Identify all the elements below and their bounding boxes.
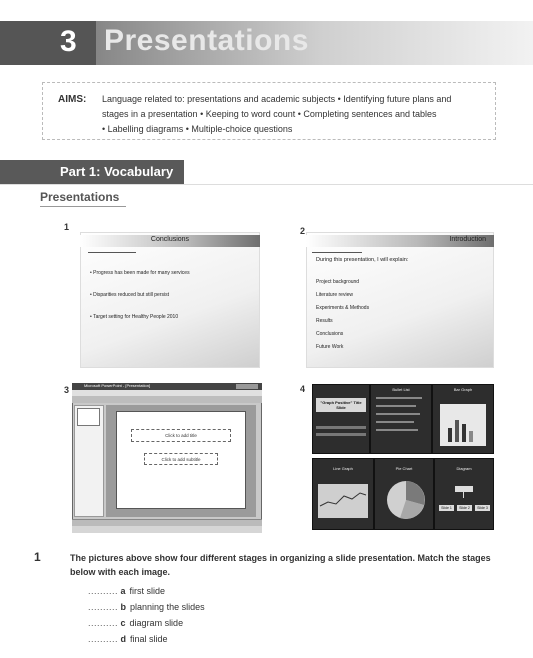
diagram-box: Slide 3 — [475, 505, 490, 511]
graph-bar — [462, 424, 466, 442]
mini-slide-label: Bar Graph — [453, 387, 473, 392]
mini-slide-label: Pie Chart — [395, 466, 413, 471]
chapter-number: 3 — [60, 25, 77, 58]
slide-bullet: • Disparities reduced but still persist — [90, 292, 170, 298]
diagram-box: Slide 1 — [439, 505, 454, 511]
slide-thumbnail — [77, 408, 100, 426]
slide-title: Introduction — [449, 236, 486, 243]
answer-blank: .......... — [88, 586, 119, 596]
slide-intro: During this presentation, I will explain: — [316, 257, 409, 263]
option-b: .......... b planning the slides — [88, 602, 205, 612]
window-controls — [236, 384, 258, 389]
mini-slide-title — [312, 384, 370, 454]
aims-label: AIMS: — [58, 94, 87, 105]
aims-line: • Labelling diagrams • Multiple-choice questions — [102, 124, 293, 134]
option-d: .......... d final slide — [88, 634, 168, 644]
option-c: .......... c diagram slide — [88, 618, 184, 628]
mini-text-line — [376, 429, 418, 431]
question-text: The pictures above show four different stages in organizing a slide presentation. Match the stages below with each image. — [70, 553, 491, 577]
graph-bar — [448, 428, 452, 442]
mini-text-line — [316, 426, 366, 429]
chapter-number-box — [0, 21, 96, 65]
slide-item: Future Work — [316, 344, 344, 350]
mini-text-line — [316, 433, 366, 436]
slide-bullet: • Target setting for Healthy People 2010 — [90, 314, 179, 320]
mini-slide-label: "Graph Positive" Title Slide — [320, 400, 362, 410]
window-title: Microsoft PowerPoint - [Presentation] — [84, 383, 151, 388]
answer-blank: .......... — [88, 634, 119, 644]
diagram-connector — [463, 492, 464, 498]
slide-title: Conclusions — [150, 236, 190, 243]
mini-slide-label: Bullet List — [392, 387, 410, 392]
slide-bullet: • Progress has been made for many services — [90, 270, 190, 276]
answer-blank: .......... — [88, 618, 119, 628]
picture-number-2: 2 — [300, 226, 306, 236]
toolbar — [72, 396, 262, 403]
section-title: Presentations — [40, 190, 120, 204]
slide-item: Results — [316, 318, 333, 324]
title-placeholder: Click to add title — [131, 429, 231, 442]
slide-rule — [312, 252, 362, 253]
slide-rule — [88, 252, 136, 253]
mini-text-line — [376, 413, 420, 415]
mini-slide-label: Line Graph — [333, 466, 353, 471]
mini-slide-label: Diagram — [456, 466, 472, 471]
graph-bar — [469, 431, 473, 442]
picture-number-4: 4 — [300, 384, 306, 394]
slide-item: Conclusions — [316, 331, 344, 337]
divider — [0, 184, 533, 185]
graph-bar — [455, 420, 459, 442]
diagram-top-box — [455, 486, 473, 492]
drawing-toolbar — [72, 526, 262, 533]
section-underline — [40, 206, 126, 207]
slide-item: Project background — [316, 279, 360, 285]
mini-text-line — [376, 397, 422, 399]
mini-text-line — [376, 405, 416, 407]
aims-line: stages in a presentation • Keeping to word count • Completing sentences and tables — [102, 109, 437, 119]
part-title: Part 1: Vocabulary — [60, 164, 174, 179]
pie-chart — [386, 478, 426, 524]
picture-number-3: 3 — [64, 385, 70, 395]
subtitle-placeholder: Click to add subtitle — [144, 453, 218, 465]
aims-line: Language related to: presentations and academic subjects • Identifying future plans and — [102, 94, 452, 104]
picture-number-1: 1 — [64, 222, 70, 232]
aims-text — [102, 92, 492, 137]
option-a: .......... a first slide — [88, 586, 166, 596]
diagram-box: Slide 2 — [457, 505, 472, 511]
slide-item: Experiments & Methods — [316, 305, 370, 311]
chapter-title: Presentations — [104, 24, 309, 57]
slide-item: Literature review — [316, 292, 353, 298]
mini-slide-bullet-list — [370, 384, 432, 454]
mini-text-line — [376, 421, 414, 423]
answer-blank: .......... — [88, 602, 119, 612]
question-number: 1 — [34, 550, 41, 564]
line-graph — [318, 484, 368, 518]
